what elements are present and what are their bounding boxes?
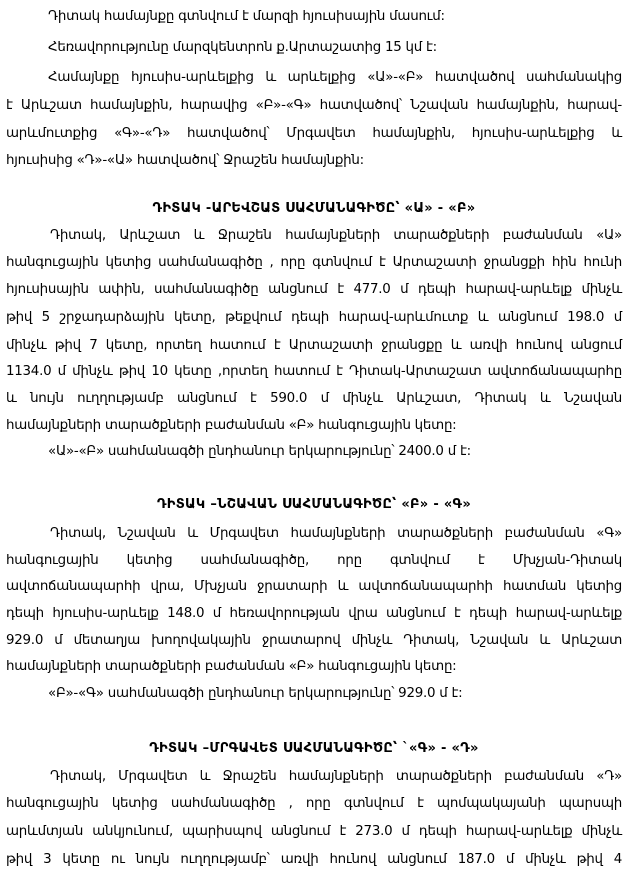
section-heading: ԴԻՏԱԿ –ՆՇԱՎԱՆ ՍԱՀՄԱՆԱԳԻԾԸ՝ «Բ» - «Գ» [156, 497, 472, 512]
intro-line: արևմուտքից «Գ»-«Դ» հատվածով՝ Մրգավետ համայնքին, հյուսիս-արևելքից և [6, 126, 622, 141]
intro-line: է Արևշատ համայնքին, հարավից «Բ»-«Գ» հատվածով՝ Նշավան համայնքին, հարավ- [6, 98, 622, 113]
section-summary: «Ա»-«Բ» սահմանագծի ընդհանուր երկարությունը՝ 2400.0 մ է: [48, 444, 471, 459]
paragraph-line: Դիտակ, Նշավան և Մրգավետ համայնքների տարածքների բաժանման «Գ» [50, 526, 622, 541]
paragraph-line: հանգուցային կետից սահմանագիծը, որը գտնվում է Մխչյան-Դիտակ [6, 553, 622, 568]
paragraph-line: և նույն ուղղությամբ անցնում է 590.0 մ մինչև Արևշատ, Դիտակ և Նշավան [6, 391, 622, 406]
paragraph-line: ավտոճանապարհի վրա, Մխչյան ջրատարի և ավտոճանապարհի հատման կետից [6, 579, 622, 594]
paragraph-line: Դիտակ, Մրգավետ և Ջրաշեն համայնքների տարածքների բաժանման «Դ» [50, 769, 622, 784]
intro-line: Հեռավորությունը մարզկենտրոն ք.Արտաշատից 15 կմ է: [48, 40, 437, 55]
paragraph-line: մինչև թիվ 7 կետը, որտեղ հատում է Արտաշատի ջրանցքը և առվի հունով անցում [6, 338, 622, 353]
paragraph-line: հյուսիսային ափին, սահմանագիծը անցնում է 477.0 մ դեպի հարավ-արևելք մինչև [6, 282, 622, 297]
paragraph-line: 929.0 մ մետաղյա խողովակային ջրատարով մինչև Դիտակ, Նշավան և Արևշատ [6, 633, 622, 648]
section-heading: ԴԻՏԱԿ -ԱՐԵՎՇԱՏ ՍԱՀՄԱՆԱԳԻԾԸ՝ «Ա» - «Բ» [152, 201, 476, 216]
paragraph-line: հանգուցային կետից սահմանագիծը , որը գտնվում է Արտաշատի ջրանցքի հին հունի [6, 255, 622, 270]
intro-line: Դիտակ համայնքը գտնվում է մարզի հյուսիսային մասում: [48, 9, 445, 24]
paragraph-line: արևմտյան անկյունում, պարիսպով անցնում է 273.0 մ դեպի հարավ-արևելք մինչև [6, 824, 622, 839]
paragraph-line: թիվ 5 շրջադարձային կետը, թեքվում դեպի հարավ-արևմուտք և անցնում 198.0 մ [6, 310, 622, 325]
section-summary: «Բ»-«Գ» սահմանագծի ընդհանուր երկարությունը՝ 929.0 մ է: [48, 686, 463, 701]
section-heading: ԴԻՏԱԿ –ՄՐԳԱՎԵՏ ՍԱՀՄԱՆԱԳԻԾԸ՝ `«Գ» - «Դ» [149, 741, 479, 756]
intro-line: հյուսիսից «Դ»-«Ա» հատվածով՝ Ջրաշեն համայնքին: [6, 153, 364, 168]
paragraph-line: հանգուցային կետից սահմանագիծը , որը գտնվում է պոմպակայանի պարսպի [6, 796, 622, 811]
paragraph-line: համայնքների տարածքների բաժանման «Բ» հանգուցային կետը: [6, 418, 457, 433]
paragraph-line: թիվ 3 կետը ու նույն ուղղությամբ՝ առվի հունով անցնում 187.0 մ մինչև թիվ 4 [6, 852, 622, 867]
paragraph-line: 1134.0 մ մինչև թիվ 10 կետը ,որտեղ հատում է Դիտակ-Արտաշատ ավտոճանապարհը [6, 364, 622, 379]
paragraph-line: դեպի հյուսիս-արևելք 148.0 մ հեռավորության վրա անցնում է դեպի հարավ-արևելք [6, 606, 622, 621]
paragraph-line: Դիտակ, Արևշատ և Ջրաշեն համայնքների տարածքների բաժանման «Ա» [50, 228, 622, 243]
intro-line: Համայնքը հյուսիս-արևելքից և արևելքից «Ա»-«Բ» հատվածով սահմանակից [48, 70, 622, 85]
paragraph-line: համայնքների տարածքների բաժանման «Բ» հանգուցային կետը: [6, 659, 457, 674]
